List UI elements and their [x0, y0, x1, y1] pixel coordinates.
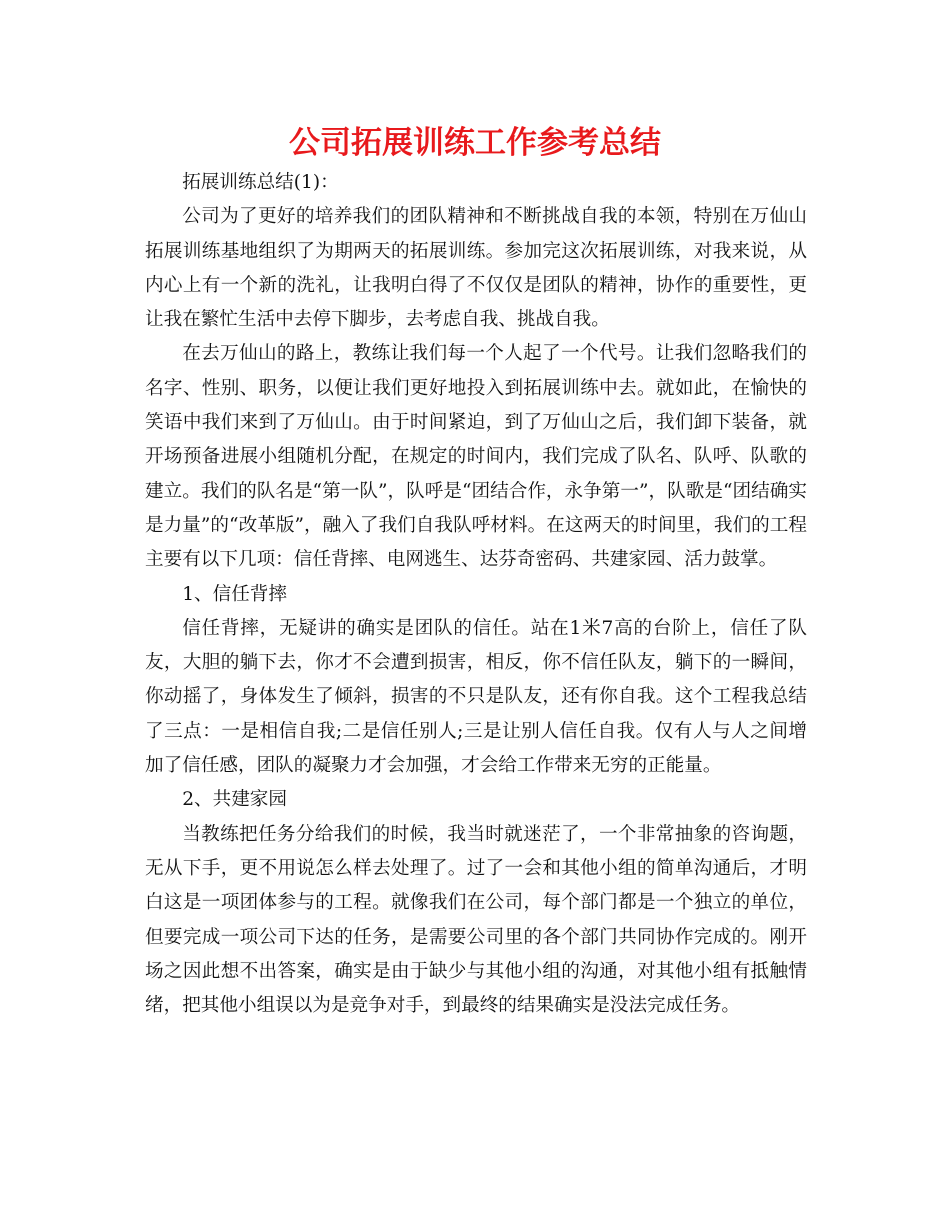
paragraph: 信任背摔，无疑讲的确实是团队的信任。站在1米7高的台阶上，信任了队友，大胆的躺下去，你才不会遭到损害，相反，你不信任队友，躺下的一瞬间，你动摇了，身体发生了倾斜，损害的不只是队友，还有你自我。这个工程我总结了三点：一是相信自我;二是信任别人;三是让别人信任自我。仅有人与人之间增加了信任感，团队的凝聚力才会加强，才会给工作带来无穷的正能量。	[145, 617, 807, 777]
paragraph: 在去万仙山的路上，教练让我们每一个人起了一个代号。让我们忽略我们的名字、性别、职务，以便让我们更好地投入到拓展训练中去。就如此，在愉快的笑语中我们来到了万仙山。由于时间紧迫，到了万仙山之后，我们卸下装备，就开场预备进展小组随机分配，在规定的时间内，我们完成了队名、队呼、队歌的建立。我们的队名是“第一队”，队呼是“团结合作，永争第一”，队歌是“团结确实是力量”的“改革版”，融入了我们自我队呼材料。在这两天的时间里，我们的工程主要有以下几项：信任背摔、电网逃生、达芬奇密码、共建家园、活力鼓掌。	[145, 343, 807, 571]
document-title: 公司拓展训练工作参考总结	[289, 125, 661, 161]
paragraph: 公司为了更好的培养我们的团队精神和不断挑战自我的本领，特别在万仙山拓展训练基地组织了为期两天的拓展训练。参加完这次拓展训练，对我来说，从内心上有一个新的洗礼，让我明白得了不仅仅是团队的精神，协作的重要性，更让我在繁忙生活中去停下脚步，去考虑自我、挑战自我。	[145, 206, 807, 331]
section-heading: 拓展训练总结(1)：	[182, 172, 339, 193]
paragraph: 当教练把任务分给我们的时候，我当时就迷茫了，一个非常抽象的咨询题，无从下手，更不用说怎么样去处理了。过了一会和其他小组的简单沟通后，才明白这是一项团体参与的工程。就像我们在公司，每个部门都是一个独立的单位，但要完成一项公司下达的任务，是需要公司里的各个部门共同协作完成的。刚开场之因此想不出答案，确实是由于缺少与其他小组的沟通，对其他小组有抵触情绪，把其他小组误以为是竞争对手，到最终的结果确实是没法完成任务。	[145, 823, 807, 1017]
document-body	[145, 166, 807, 1023]
section-heading: 2、共建家园	[182, 789, 287, 811]
section-heading: 1、信任背摔	[182, 583, 287, 605]
